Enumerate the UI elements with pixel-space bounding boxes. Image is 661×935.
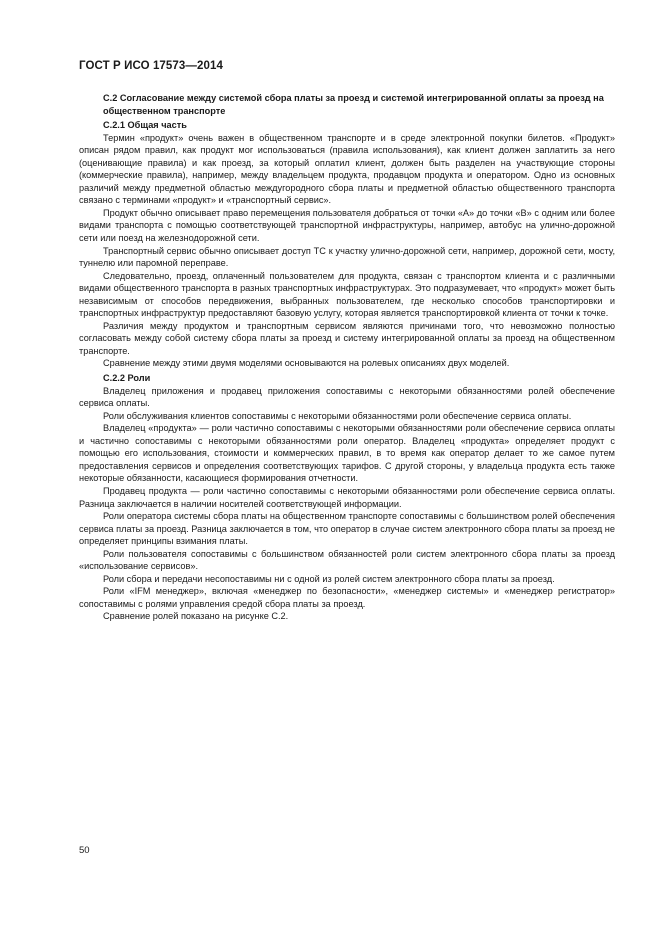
page-number: 50 xyxy=(79,845,90,856)
paragraph: Роли «IFM менеджер», включая «менеджер по безопасности», «менеджер системы» и «менеджер регистратор» сопоставимы с ролями управления средой сбора платы за проезд. xyxy=(79,586,615,609)
paragraph: Сравнение ролей показано на рисунке С.2. xyxy=(103,611,289,622)
paragraph: Термин «продукт» очень важен в общественном транспорте и в среде электронной покупки билетов. «Продукт» описан рядом правил, как продукт мог использоваться (правила использования), как клиент должен заплатить за него (оценивающие правила) и как проезд, за который оплатил клиент, должен быть разделен на участвующие стороны (коммерческие правила), например, между владельцем продукта, продавцом продукта и оператором. Одно из основных различий между предметной областью междугородного сбора платы и предметной областью общественного транспорта связано с терминами «продукт» и «транспортный сервис». xyxy=(79,132,615,206)
document-header: ГОСТ Р ИСО 17573—2014 xyxy=(79,60,224,72)
content-body xyxy=(79,92,615,623)
subsection-title-roles: С.2.2 Роли xyxy=(103,373,151,384)
paragraph: Роли оператора системы сбора платы на общественном транспорте сопоставимы с большинством ролей обеспечения сервиса платы за проезд. Разница заключается в том, что оператор в случае систем электронного сбора платы за проезд не определяет принципы взимания платы. xyxy=(79,511,615,547)
paragraph: Различия между продуктом и транспортным сервисом являются причинами того, что невозможно полностью согласовать между собой систему сбора платы за проезд и систему интегрированной оплаты за проезд на общественном транспорте. xyxy=(79,320,615,356)
paragraph: Роли пользователя сопоставимы с большинством обязанностей роли систем электронного сбора платы за проезд «использование сервисов». xyxy=(79,548,615,572)
paragraph: Владелец «продукта» — роли частично сопоставимы с некоторыми обязанностями роли обеспечение сервиса оплаты и частично сопоставимы с некоторыми обязанностями роли оператор. Владелец «продукта» определяет продукт с помощью его использования, стоимости и коммерческих правил, в то время как оператор делает то же самое путем предоставления сервисов и определения соответствующих тарифов. С другой стороны, у владельца продукта есть также некоторые обязанности, касающиеся формирования отчетности. xyxy=(79,423,615,484)
paragraph: Транспортный сервис обычно описывает доступ ТС к участку улично-дорожной сети, например, дорожной сети, мосту, туннелю или паромной переправе. xyxy=(79,245,615,269)
paragraph: Следовательно, проезд, оплаченный пользователем для продукта, связан с транспортом клиента и с различными видами общественного транспорта в разных транспортных инфраструктурах. Это подразумевает, что «продукт» может быть независимым от способов передвижения, выбранных пользователем, где несколько способов транспортировки и транспортных инфраструктур предоставляют базовую услугу, которая является транспортировкой клиента от точки к точке. xyxy=(79,270,615,319)
subsection-title-general: С.2.1 Общая часть xyxy=(103,120,187,131)
section-title: С.2 Согласование между системой сбора платы за проезд и системой интегрированной оплаты за проезд на общественном транспорте xyxy=(103,93,604,116)
paragraph: Продукт обычно описывает право перемещения пользователя добраться от точки «А» до точки «В» с одним или более видами транспорта с помощью соответствующей транспортной инфраструктуры, например, автобус на улично-дорожной сети или поезд на железнодорожной сети. xyxy=(79,207,615,244)
paragraph: Продавец продукта — роли частично сопоставимы с некоторыми обязанностями роли обеспечение сервиса оплаты. Разница заключается в наличии носителей соответствующей информации. xyxy=(79,485,615,509)
paragraph: Роли обслуживания клиентов сопоставимы с некоторыми обязанностями роли обеспечение сервиса оплаты. xyxy=(103,410,572,421)
paragraph: Сравнение между этими двумя моделями основываются на ролевых описаниях двух моделей. xyxy=(103,358,510,369)
paragraph: Владелец приложения и продавец приложения сопоставимы с некоторыми обязанностями ролей обеспечение сервиса оплаты. xyxy=(79,385,615,409)
paragraph: Роли сбора и передачи несопоставимы ни с одной из ролей систем электронного сбора платы за проезд. xyxy=(103,573,555,584)
